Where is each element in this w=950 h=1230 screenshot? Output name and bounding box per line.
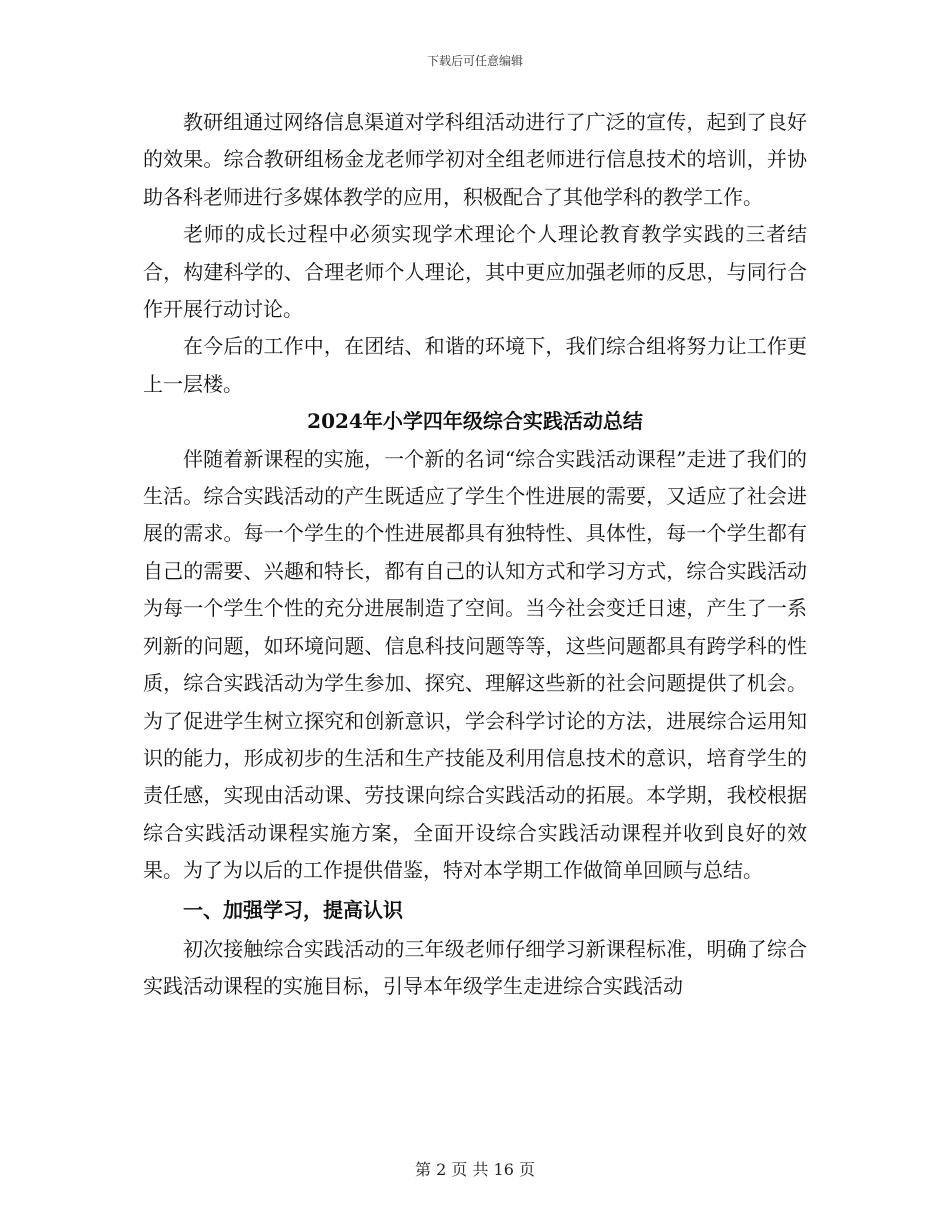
page-header: 下载后可任意编辑 [426,54,523,68]
paragraph-intro: 伴随着新课程的实施，一个新的名词“综合实践活动课程”走进了我们的生活。综合实践活动的产生既适应了学生个性进展的需要，又适应了社会进展的需求。每一个学生的个性进展都具有独特性、具体性，每一个学生都有自己的需要、兴趣和特长，都有自己的认知方式和学习方式，综合实践活动为每一个学生个性的充分进展制造了空间。当今社会变迁日速，产生了一系列新的问题，如环境问题、信息科技问题等等，这些问题都具有跨学科的性质，综合实践活动为学生参加、探究、理解这些新的社会问题提供了机会。为了促进学生树立探究和创新意识，学会科学讨论的方法，进展综合运用知识的能力，形成初步的生活和生产技能及利用信息技术的意识，培育学生的责任感，实现由活动课、劳技课向综合实践活动的拓展。本学期，我校根据综合实践活动课程实施方案，全面开设综合实践活动课程并收到良好的效果。为了为以后的工作提供借鉴，特对本学期工作做简单回顾与总结。 [143,446,807,883]
paragraph-teacher-growth: 老师的成长过程中必须实现学术理论个人理论教育教学实践的三者结合，构建科学的、合理老师个人理论，其中更应加强老师的反思，与同行合作开展行动讨论。 [143,222,807,322]
document-body [143,104,807,1006]
paragraph-future-work: 在今后的工作中，在团结、和谐的环境下，我们综合组将努力让工作更上一层楼。 [143,334,807,396]
page-number: 第 2 页 共 16 页 [415,1160,535,1179]
document-title: 2024年小学四年级综合实践活动总结 [307,409,643,434]
paragraph-publicity: 教研组通过网络信息渠道对学科组活动进行了广泛的宣传，起到了良好的效果。综合教研组杨金龙老师学初对全组老师进行信息技术的培训，并协助各科老师进行多媒体教学的应用，积极配合了其他学科的教学工作。 [143,110,807,209]
section-heading: 一、加强学习，提高认识 [183,897,403,922]
paragraph-section-1: 初次接触综合实践活动的三年级老师仔细学习新课程标准，明确了综合实践活动课程的实施目标，引导本年级学生走进综合实践活动 [143,936,807,999]
